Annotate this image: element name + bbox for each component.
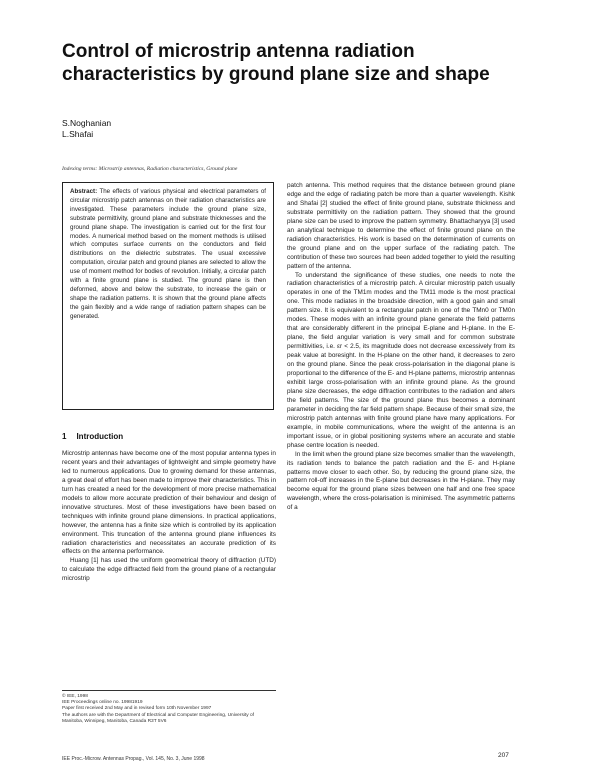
body-paragraph: Huang [1] has used the uniform geometrical theory of diffraction (UTD) to calculate the edge diffracted field from the ground plane of a rectangular microstrip (62, 557, 276, 583)
journal-reference: IEE Proc.-Microw. Antennas Propag., Vol. 145, No. 3, June 1998 (62, 756, 205, 762)
footnote-line: IEE Proceedings online no. 19981919 (62, 700, 143, 706)
author-name: L.Shafai (62, 128, 94, 139)
section-number: 1 (62, 432, 67, 441)
footnotes (62, 694, 276, 725)
section-heading (62, 432, 123, 441)
author-list (62, 118, 111, 139)
footnote-line: The authors are with the Department of Electrical and Computer Engineering, University of Manitoba, Winnipeg, Manitoba, Canada R3T 5V6 (62, 712, 254, 724)
indexing-terms: Indexing terms: Microstrip antennas, Radiation characteristics, Ground plane (62, 166, 238, 172)
section-title: Introduction (76, 432, 124, 441)
author-name: S.Noghanian (62, 118, 112, 128)
abstract-label: Abstract: (70, 188, 98, 195)
footnote-divider (62, 690, 276, 691)
abstract (70, 188, 266, 322)
footnote-line: Paper first received 2nd May and in revised form 10th November 1997 (62, 706, 212, 712)
body-paragraph: Microstrip antennas have become one of the most popular antenna types in recent years and their advantages of lightweight and simple geometry have led to numerous applications. Due to growing demand for these antennas, a great deal of effort has been made to improve their characteristics. This in turn has created a need for the development of more precise mathematical models to allow more accurate prediction of their behaviour and design of innovative structures. Most of these investigations have been based on techniques with infinite ground plane dimensions. In practical applications, however, the antenna has a finite size which is controlled by its application environment. This truncation of the antenna ground plane influences its radiation characteristics and necessitates an accurate prediction of its effects on the antenna performance. (62, 450, 276, 556)
body-paragraph: In the limit when the ground plane size becomes smaller than the wavelength, its radiation tends to balance the patch radiation and the E- and H-plane patterns move closer to each other. So, by reducing the ground plane size, the pattern roll-off increases in the E-plane but decreases in the H-plane. They may become equal for the ground plane sizes between one half and one free space wavelength, where the cross-polarisation is minimised. The asymmetric patterns of a (287, 450, 515, 512)
right-column (287, 182, 515, 513)
body-paragraph: To understand the significance of these studies, one needs to note the radiation characteristics of a microstrip patch. A circular microstrip patch usually operates in one of the TM1m modes and the TM11 mode is the most practical one. This mode radiates in the broadside direction, with a good gain and small pattern size. It is equivalent to a rectangular patch in one of the TMn0 or TM0n modes. These modes with an infinite ground plane generate the field patterns that are considerably different in the principal E-plane and H-plane. In the E-plane, the field angular variation is very small and for common substrate permittivities, i.e. εr < 2.5, its magnitude does not decrease excessively from its peak value at boresight. In the H-plane on the other hand, it decreases to zero on the ground plane. Since the peak cross-polarisation in the diagonal plane is proportional to the difference of the E- and H-plane patterns, microstrip antennas exhibit large cross-polarisation with an infinite ground plane. As the ground plane size decreases, the edge diffraction contributes to the radiation and alters the field patterns. The size of the ground plane thus becomes a dominant parameter in deciding the far field pattern shape. Because of their small size, the microstrip patch antennas with finite ground plane have many applications. For example, in mobile communications, where the weight of the antenna is an important issue, or in global positioning systems where an accurate and stable phase centre location is needed. (287, 271, 515, 449)
page-number: 207 (498, 752, 509, 759)
body-paragraph: patch antenna. This method requires that the distance between ground plane edge and the edge of radiating patch be more than a quarter wavelength. Kishk and Shafai [2] studied the effect of finite ground plane, substrate thickness and substrate permittivity on the radiation pattern. They showed that the ground plane size can be used to improve the pattern symmetry. Bhattacharyya [3] used an analytical technique to determine the effect of finite ground plane on the radiation characteristics. His work is based on the determination of currents on the ground plane and on the upper surface of the radiating patch. The contribution of these two sources had been added together to yield the resulting pattern of the antenna. (287, 182, 515, 270)
left-column (62, 450, 276, 584)
footnote-line: © IEE, 1998 (62, 694, 88, 699)
abstract-body: The effects of various physical and electrical parameters of circular microstrip patch antennas on their radiation characteristics are investigated. These parameters include the ground plane size, substrate permittivity, ground plane and substrate thicknesses and the ground plane shape. The investigation is carried out for the first four modes. A numerical method based on the moment methods is utilised which computes surface currents on the conductors and field distributions on the dielectric substrates. The usual excessive computation, circular patch and ground planes are selected to allow the use of moment method for bodies of revolution. Initially, a circular patch with a finite ground plane is studied. The ground plane is then deformed, above and below the substrate, to increase the gain or shape the radiation patterns. It is shown that the ground plane affects the gain flexibly and a wide range of radiation pattern shapes can be generated. (70, 188, 266, 320)
paper-title: Control of microstrip antenna radiation characteristics by ground plane size and shape (62, 41, 490, 85)
